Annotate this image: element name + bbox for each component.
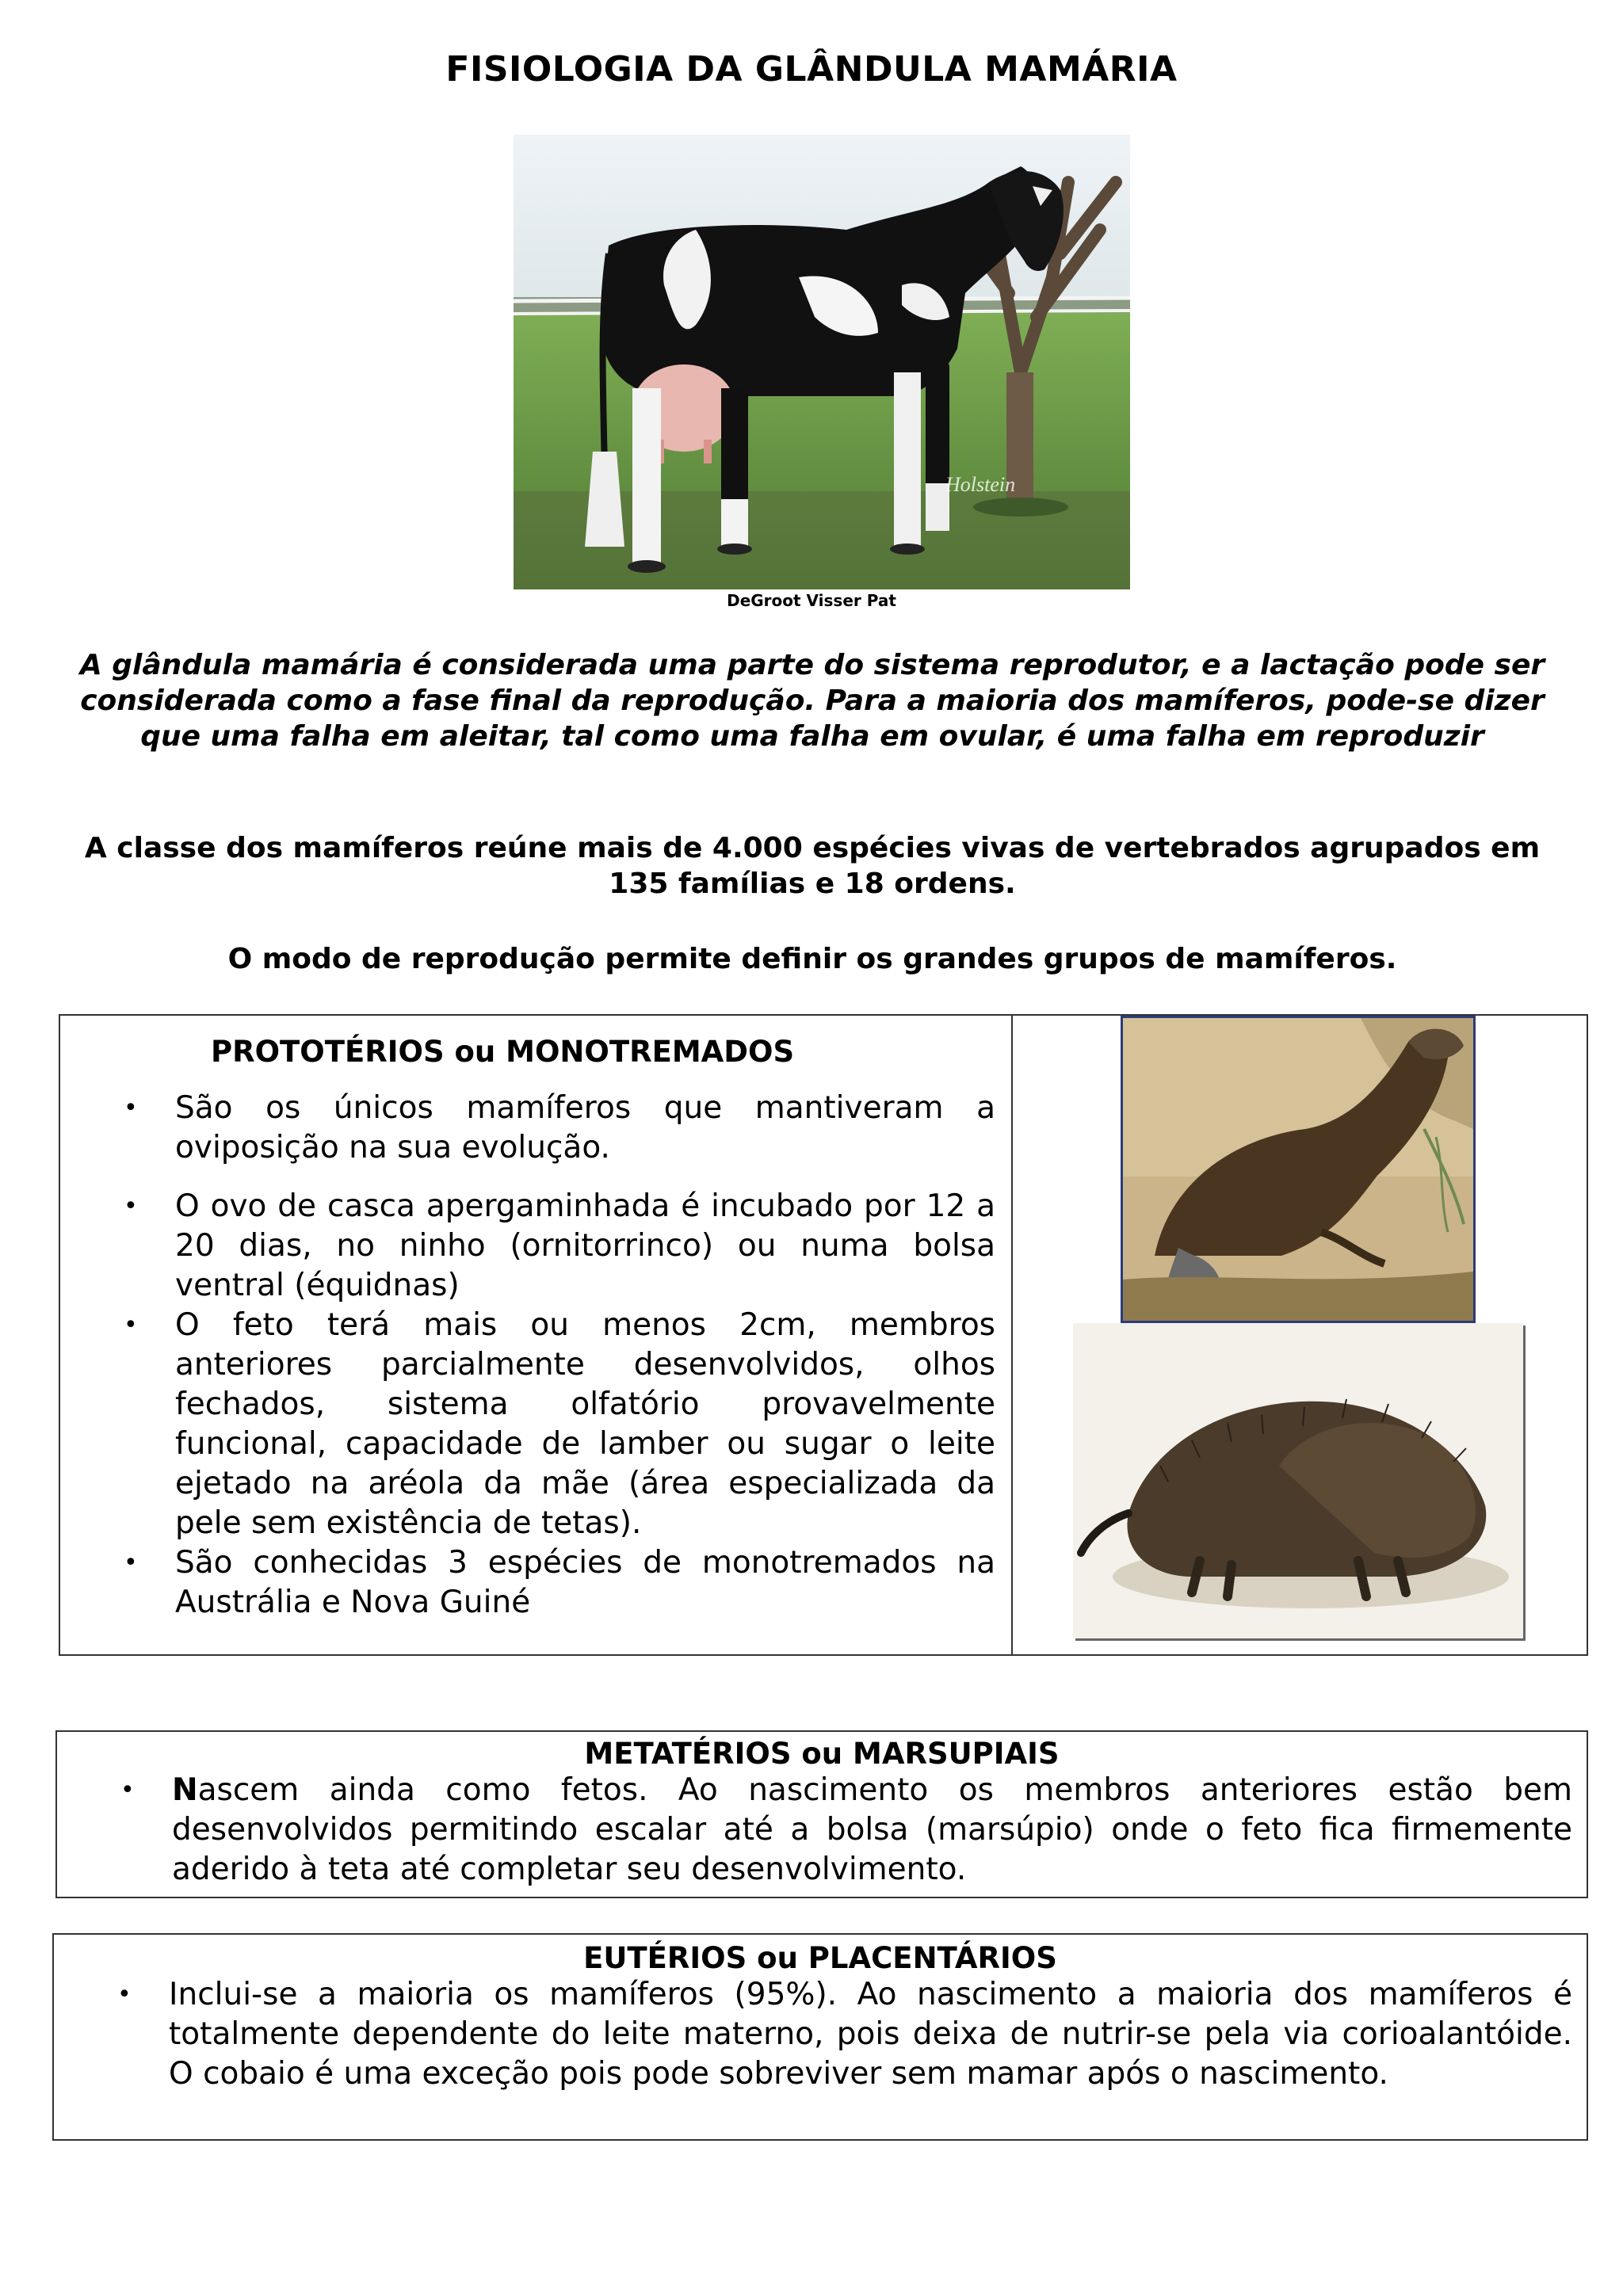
list-item bbox=[54, 1975, 1572, 2094]
bullet-text bbox=[172, 1772, 1572, 1887]
bullet-glyph: • bbox=[124, 1549, 138, 1577]
metaterios-box bbox=[55, 1730, 1588, 1898]
intro-mammal-class-paragraph: A classe dos mamíferos reúne mais de 4.000 espécies vivas de vertebrados agrupados em 135 famílias e 18 ordens. bbox=[84, 832, 1541, 900]
bullet-glyph: • bbox=[124, 1094, 138, 1122]
bullet-text: O feto terá mais ou menos 2cm, membros anteriores parcialmente desenvolvidos, olhos fechados, sistema olfatório provavelmente funcional, capacidade de lamber ou sugar o leite ejetado na aréola da mãe (área especializada da pele sem existência de tetas). bbox=[175, 1307, 995, 1541]
prototerios-heading: PROTOTÉRIOS ou MONOTREMADOS bbox=[211, 1035, 795, 1069]
bullet-first-letter: N bbox=[172, 1772, 198, 1808]
bullet-text: São conhecidas 3 espécies de monotremados na Austrália e Nova Guiné bbox=[175, 1545, 995, 1620]
photo-watermark: Holstein bbox=[945, 473, 1016, 496]
bullet-glyph: • bbox=[120, 1776, 135, 1804]
list-item bbox=[60, 1543, 995, 1623]
platypus-image bbox=[1121, 1016, 1476, 1323]
bullet-text: Inclui-se a maioria os mamíferos (95%). Ao nascimento a maioria dos mamíferos é totalmente dependente do leite materno, pois deixa de nutrir-se pela via corioalantóide. O cobaio é uma exceção pois pode sobreviver sem mamar após o nascimento. bbox=[169, 1977, 1572, 2092]
intro-reproduction-paragraph: O modo de reprodução permite definir os grandes grupos de mamíferos. bbox=[227, 943, 1397, 975]
bullet-glyph: • bbox=[124, 1192, 138, 1220]
list-item bbox=[60, 1306, 995, 1543]
bullet-text: O ovo de casca apergaminhada é incubado por 12 a 20 dias, no ninho (ornitorrinco) ou numa bolsa ventral (équidnas) bbox=[175, 1188, 995, 1303]
cow-illustration bbox=[514, 135, 1130, 589]
prototerios-list bbox=[60, 1089, 995, 1623]
euterios-box bbox=[52, 1933, 1588, 2141]
metaterios-heading: METATÉRIOS ou MARSUPIAIS bbox=[584, 1737, 1060, 1771]
list-item bbox=[60, 1187, 995, 1306]
list-item bbox=[57, 1771, 1572, 1890]
metaterios-list bbox=[57, 1771, 1572, 1890]
bullet-glyph: • bbox=[117, 1981, 132, 2008]
echidna-illustration bbox=[1073, 1323, 1523, 1638]
echidna-image bbox=[1073, 1323, 1523, 1638]
page-title: FISIOLOGIA DA GLÂNDULA MAMÁRIA bbox=[445, 49, 1178, 90]
intro-lactation-paragraph: A glândula mamária é considerada uma parte do sistema reprodutor, e a lactação pode ser considerada como a fase final da reprodução. Para a maioria dos mamíferos, pode-se dizer que uma falha em aleitar, tal como uma falha em ovular, é uma falha em reproduzir bbox=[79, 649, 1545, 753]
euterios-list bbox=[54, 1975, 1572, 2094]
column-divider bbox=[1011, 1016, 1013, 1654]
photo-caption: DeGroot Visser Pat bbox=[727, 591, 896, 610]
platypus-illustration bbox=[1123, 1018, 1473, 1321]
prototerios-box bbox=[59, 1014, 1588, 1656]
bullet-glyph: • bbox=[124, 1311, 138, 1339]
euterios-heading: EUTÉRIOS ou PLACENTÁRIOS bbox=[583, 1941, 1057, 1975]
bullet-text: São os únicos mamíferos que mantiveram a oviposição na sua evolução. bbox=[175, 1090, 995, 1165]
cow-photo bbox=[514, 135, 1130, 589]
bullet-rest: ascem ainda como fetos. Ao nascimento os membros anteriores estão bem desenvolvidos permitindo escalar até a bolsa (marsúpio) onde o feto fica firmemente aderido à teta até completar seu desenvolvimento. bbox=[172, 1772, 1572, 1887]
list-item bbox=[60, 1089, 995, 1168]
